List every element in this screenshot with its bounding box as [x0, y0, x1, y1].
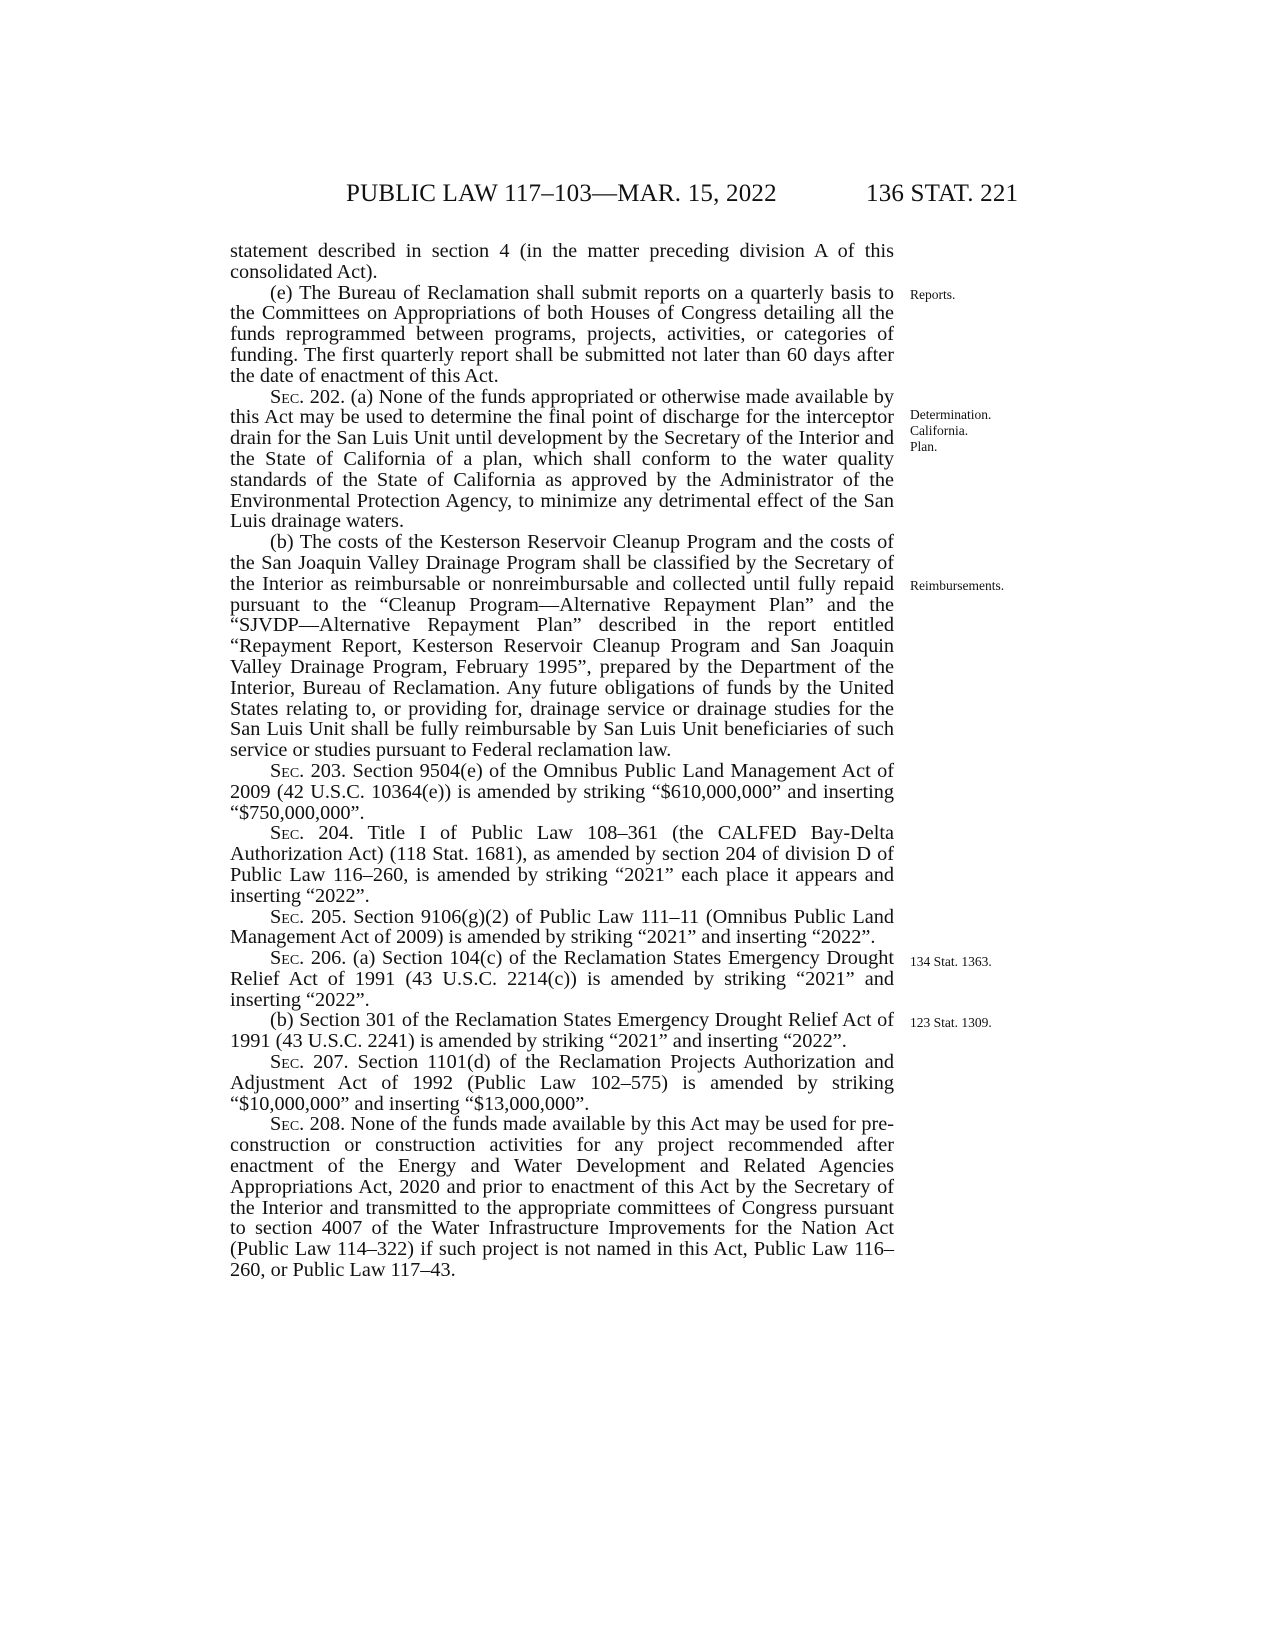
margin-note-123-stat: 123 Stat. 1309. — [910, 1015, 992, 1030]
margin-note-determination: Determination. — [910, 407, 992, 422]
paragraph-text: 202. (a) None of the funds appropriated or otherwise made available by this Act may be used to determine the final point of discharge for the interceptor drain for the San Luis Unit until development by the Secretary of the Interior and the State of California of a plan, which shall conform to the water quality standards of the State of California as approved by the Administrator of the Environmental Protection Agency, to minimize any detrimental effect of the San Luis drainage waters. — [230, 385, 894, 533]
header-title: PUBLIC LAW 117–103—MAR. 15, 2022 — [346, 180, 777, 207]
sec-label: Sec. — [270, 947, 305, 970]
body-text — [230, 241, 894, 1281]
sec-label: Sec. — [270, 1051, 305, 1074]
sec-label: Sec. — [270, 385, 305, 408]
paragraph-sec-203 — [230, 761, 894, 823]
sec-label: Sec. — [270, 822, 305, 845]
margin-note-134-stat: 134 Stat. 1363. — [910, 954, 992, 969]
paragraph-sec-204 — [230, 823, 894, 906]
paragraph-sec-202-a — [230, 387, 894, 533]
margin-note-reimbursements: Reimbursements. — [910, 578, 1005, 593]
paragraph-sec-206-b: (b) Section 301 of the Reclamation States Emergency Drought Relief Act of 1991 (43 U.S.C. 2241) is amended by striking “2021” and inserting “2022”. — [230, 1009, 894, 1053]
paragraph-sec-205 — [230, 907, 894, 949]
header-page-number: 136 STAT. 221 — [866, 180, 1019, 207]
running-header — [0, 180, 1275, 220]
paragraph-sec-206-a — [230, 948, 894, 1010]
paragraph-text: 205. Section 9106(g)(2) of Public Law 111–11 (Omnibus Public Land Management Act of 2009) is amended by striking “2021” and inserting “2022”. — [230, 905, 894, 949]
paragraph-sec-207 — [230, 1052, 894, 1114]
paragraph-continuation: statement described in section 4 (in the matter preceding division A of this consolidated Act). — [230, 240, 894, 283]
paragraph-text: 206. (a) Section 104(c) of the Reclamation States Emergency Drought Relief Act of 1991 (43 U.S.C. 2214(c)) is amended by striking “2021” and inserting “2022”. — [230, 947, 894, 1011]
paragraph-text: 208. None of the funds made available by this Act may be used for pre-construction or construction activities for any project recommended after enactment of the Energy and Water Development and Related Agencies Appropriations Act, 2020 and prior to enactment of this Act by the Secretary of the Interior and transmitted to the appropriate committees of Congress pursuant to section 4007 of the Water Infrastructure Improvements for the Nation Act (Public Law 114–322) if such project is not named in this Act, Public Law 116–260, or Public Law 117–43. — [230, 1113, 894, 1282]
sec-label: Sec. — [270, 759, 305, 782]
sec-label: Sec. — [270, 1113, 305, 1136]
sec-label: Sec. — [270, 905, 305, 928]
margin-note-california: California. — [910, 423, 969, 438]
paragraph-sec-208 — [230, 1114, 894, 1280]
paragraph-text: 207. Section 1101(d) of the Reclamation Projects Authorization and Adjustment Act of 1992 (Public Law 102–575) is amended by striking “$10,000,000” and inserting “$13,000,000”. — [230, 1051, 894, 1115]
paragraph-sec-202-b: (b) The costs of the Kesterson Reservoir Cleanup Program and the costs of the San Joaquin Valley Drainage Program shall be classified by the Secretary of the Interior as reimbursable or nonreimbursable and collected until fully repaid pursuant to the “Cleanup Program—Alternative Repayment Plan” and the “SJVDP—Alternative Repayment Plan” described in the report entitled “Repayment Report, Kesterson Reservoir Cleanup Program and San Joaquin Valley Drainage Program, February 1995”, prepared by the Department of the Interior, Bureau of Reclamation. Any future obligations of funds by the United States relating to, or providing for, drainage service or drainage studies for the San Luis Unit shall be fully reimbursable by San Luis Unit beneficiaries of such service or studies pursuant to Federal reclamation law. — [230, 531, 894, 762]
margin-note-plan: Plan. — [910, 439, 938, 454]
paragraph-201-e: (e) The Bureau of Reclamation shall submit reports on a quarterly basis to the Committees on Appropriations of both Houses of Congress detailing all the funds reprogrammed between programs, projects, activities, or categories of funding. The first quarterly report shall be submitted not later than 60 days after the date of enactment of this Act. — [230, 281, 894, 387]
margin-note-reports: Reports. — [910, 287, 956, 302]
paragraph-text: 203. Section 9504(e) of the Omnibus Public Land Management Act of 2009 (42 U.S.C. 10364(e)) is amended by striking “$610,000,000” and inserting “$750,000,000”. — [230, 759, 894, 824]
paragraph-text: 204. Title I of Public Law 108–361 (the CALFED Bay-Delta Authorization Act) (118 Stat. 1681), as amended by section 204 of division D of Public Law 116–260, is amended by striking “2021” each place it appears and inserting “2022”. — [230, 822, 894, 907]
